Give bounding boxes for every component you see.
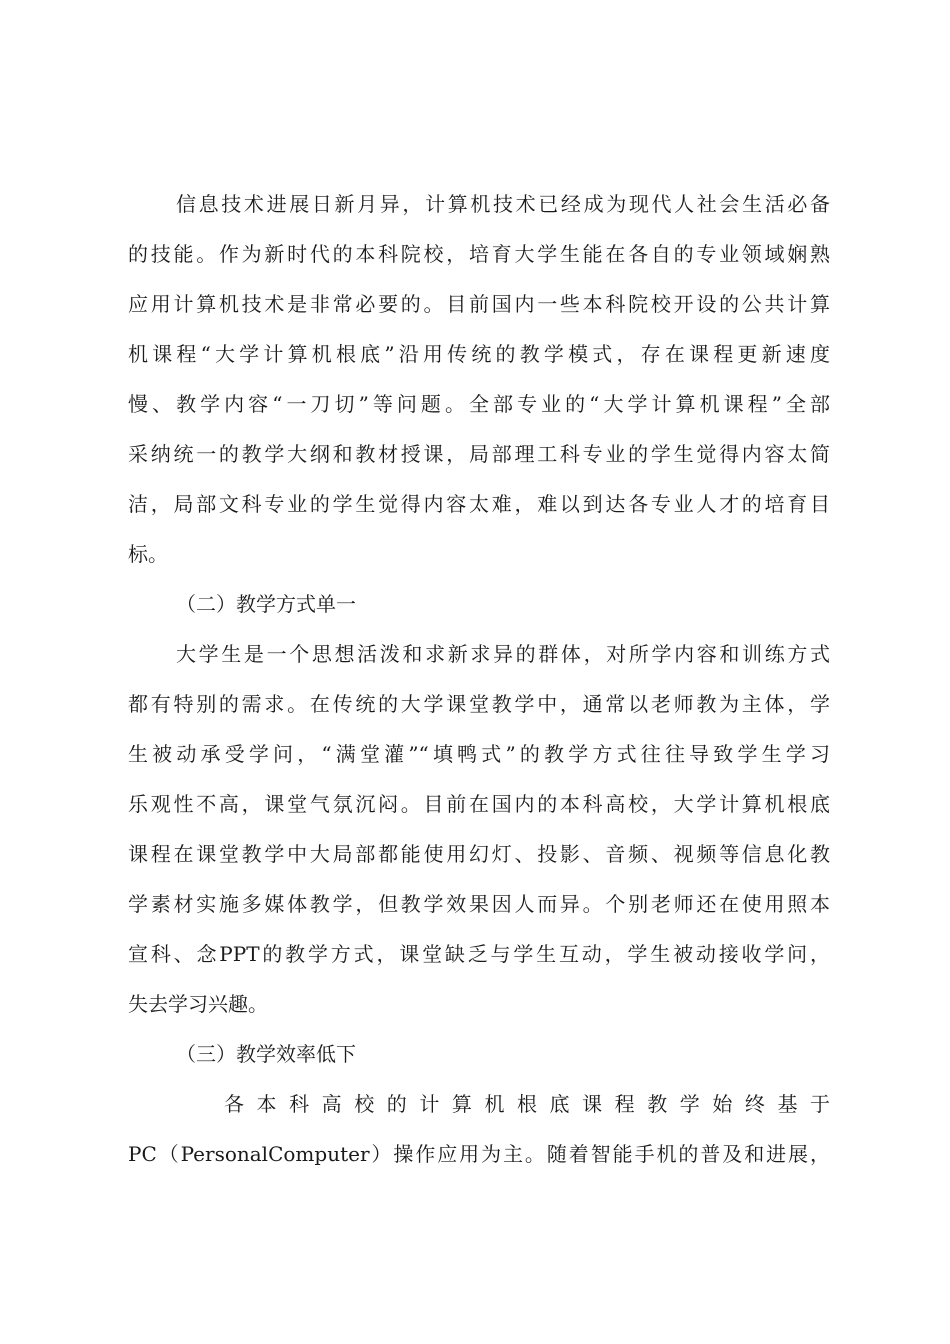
paragraph-2-line-5: 课程在课堂教学中大局部都能使用幻灯、投影、音频、视频等信息化教	[128, 842, 830, 866]
paragraph-1-line-5: 慢、教学内容“一刀切”等问题。全部专业的“大学计算机课程”全部	[128, 392, 830, 416]
paragraph-3-line-2: PC（PersonalComputer）操作应用为主。随着智能手机的普及和进展，	[128, 1142, 830, 1166]
paragraph-1-line-3: 应用计算机技术是非常必要的。目前国内一些本科院校开设的公共计算	[128, 292, 830, 316]
paragraph-2-line-4: 乐观性不高，课堂气氛沉闷。目前在国内的本科高校，大学计算机根底	[128, 792, 830, 816]
paragraph-2-line-3: 生被动承受学问，“满堂灌”“填鸭式”的教学方式往往导致学生学习	[128, 742, 830, 766]
paragraph-1-line-6: 采纳统一的教学大纲和教材授课，局部理工科专业的学生觉得内容太简	[128, 442, 830, 466]
paragraph-1-line-4: 机课程“大学计算机根底”沿用传统的教学模式，存在课程更新速度	[128, 342, 830, 366]
paragraph-2-line-8: 失去学习兴趣。	[128, 992, 268, 1016]
paragraph-2-line-7: 宣科、念PPT的教学方式，课堂缺乏与学生互动，学生被动接收学问，	[128, 942, 830, 966]
paragraph-2-line-1: 大学生是一个思想活泼和求新求异的群体，对所学内容和训练方式	[176, 642, 830, 666]
paragraph-1-line-1: 信息技术进展日新月异，计算机技术已经成为现代人社会生活必备	[176, 192, 830, 216]
paragraph-2-line-6: 学素材实施多媒体教学，但教学效果因人而异。个别老师还在使用照本	[128, 892, 830, 916]
section-heading-3: （三）教学效率低下	[176, 1042, 356, 1066]
paragraph-2-line-2: 都有特别的需求。在传统的大学课堂教学中，通常以老师教为主体，学	[128, 692, 830, 716]
paragraph-1-line-7: 洁，局部文科专业的学生觉得内容太难，难以到达各专业人才的培育目	[128, 492, 830, 516]
paragraph-1-line-8: 标。	[128, 542, 168, 566]
section-heading-2: （二）教学方式单一	[176, 592, 356, 616]
paragraph-1-line-2: 的技能。作为新时代的本科院校，培育大学生能在各自的专业领域娴熟	[128, 242, 830, 266]
paragraph-3-line-1: 各本科高校的计算机根底课程教学始终基于	[224, 1092, 830, 1116]
